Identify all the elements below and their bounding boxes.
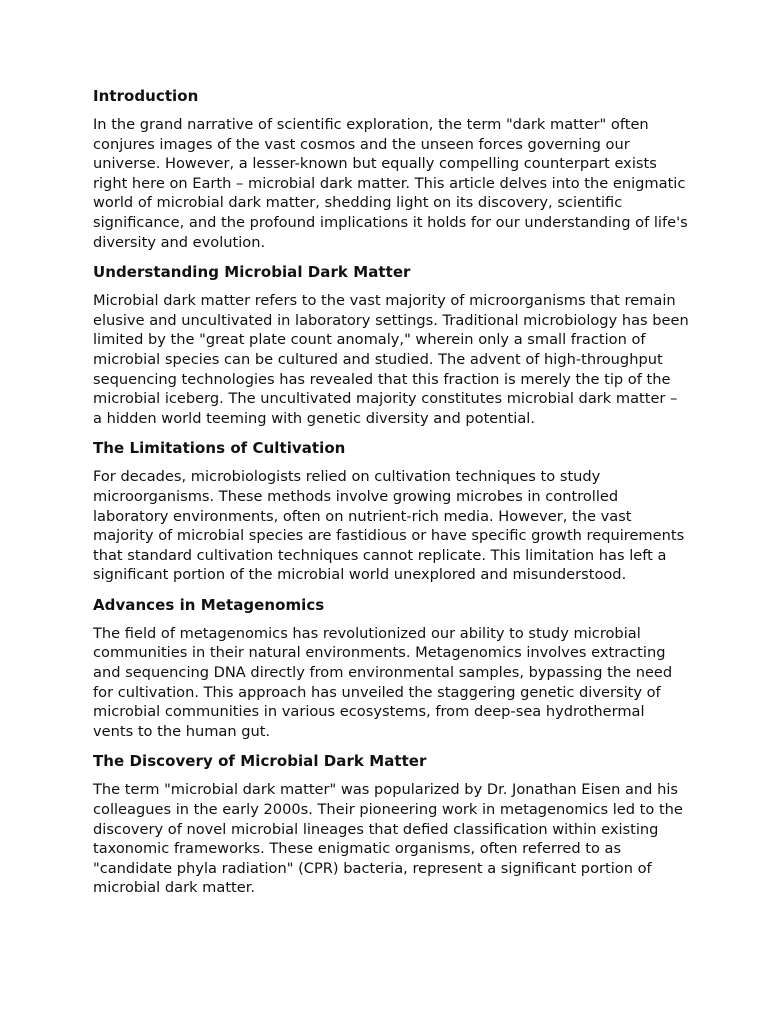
section-paragraph: Microbial dark matter refers to the vast majority of microorganisms that remain elusive and uncultivated in laboratory settings. Traditional microbiology has been limited by the "great plate count anomaly," wherein only a small fraction of microbial species can be cultured and studied. The advent of high-throughput sequencing technologies has revealed that this fraction is merely the tip of the microbial iceberg. The uncultivated majority constitutes microbial dark matter – a hidden world teeming with genetic diversity and potential. [93,292,689,427]
section-discovery-of-microbial-dark-matter [93,751,689,898]
section-paragraph: The field of metagenomics has revolutionized our ability to study microbial communities in their natural environments. Metagenomics involves extracting and sequencing DNA directly from environmental samples, bypassing the need for cultivation. This approach has unveiled the staggering genetic diversity of microbial communities in various ecosystems, from deep-sea hydrothermal vents to the human gut. [93,624,673,740]
section-paragraph: For decades, microbiologists relied on cultivation techniques to study microorganisms. These methods involve growing microbes in controlled laboratory environments, often on nutrient-rich media. However, the vast majority of microbial species are fastidious or have specific growth requirements that standard cultivation techniques cannot replicate. This limitation has left a significant portion of the microbial world unexplored and misunderstood. [93,468,685,584]
section-paragraph: In the grand narrative of scientific exploration, the term "dark matter" often conjures images of the vast cosmos and the unseen forces governing our universe. However, a lesser-known but equally compelling counterpart exists right here on Earth – microbial dark matter. This article delves into the enigmatic world of microbial dark matter, shedding light on its discovery, scientific significance, and the profound implications it holds for our understanding of life's diversity and evolution. [93,116,688,251]
document-page [93,86,689,908]
section-paragraph: The term "microbial dark matter" was popularized by Dr. Jonathan Eisen and his colleagues in the early 2000s. Their pioneering work in metagenomics led to the discovery of novel microbial lineages that defied classification within existing taxonomic frameworks. These enigmatic organisms, often referred to as "candidate phyla radiation" (CPR) bacteria, represent a significant portion of microbial dark matter. [93,781,683,897]
section-understanding-microbial-dark-matter [93,262,689,428]
section-heading: The Limitations of Cultivation [93,439,346,458]
section-introduction [93,86,689,252]
section-advances-in-metagenomics [93,595,689,742]
section-heading: Advances in Metagenomics [93,595,325,614]
section-heading: Introduction [93,87,199,105]
section-limitations-of-cultivation [93,438,689,585]
section-heading: The Discovery of Microbial Dark Matter [93,752,427,771]
section-heading: Understanding Microbial Dark Matter [93,263,411,282]
